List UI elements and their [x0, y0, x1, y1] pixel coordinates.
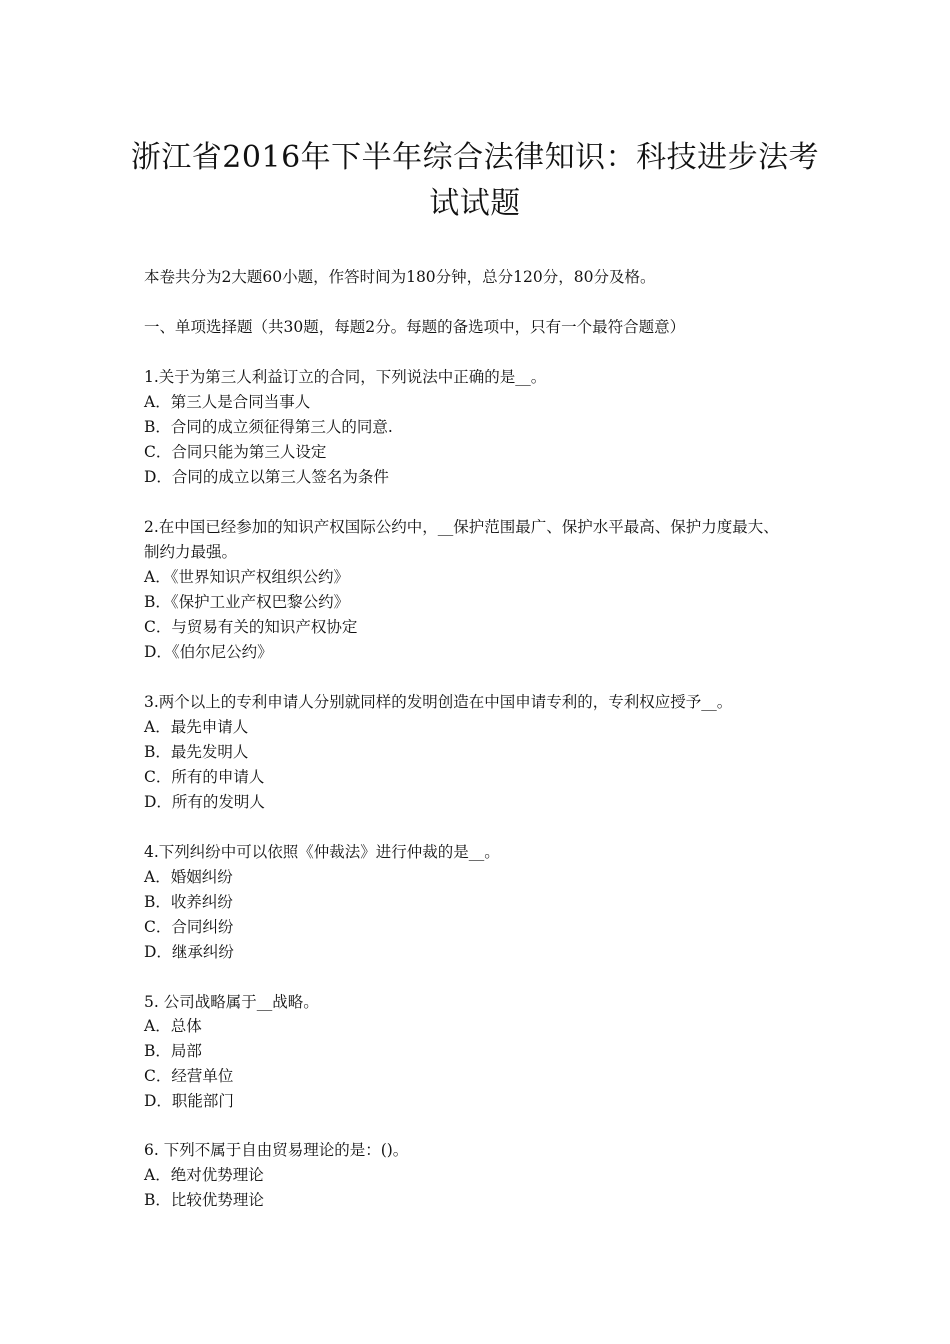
question-2-stem-line1: 2.在中国已经参加的知识产权国际公约中，__保护范围最广、保护水平最高、保护力度最大、 — [144, 518, 779, 536]
document-title-line1: 浙江省2016年下半年综合法律知识：科技进步法考 — [130, 140, 820, 175]
question-6-option-b: B．比较优势理论 — [144, 1191, 264, 1209]
question-2-stem-line2: 制约力最强。 — [144, 543, 238, 561]
question-6-stem: 6. 下列不属于自由贸易理论的是：()。 — [144, 1141, 409, 1159]
question-3-option-d: D．所有的发明人 — [144, 793, 265, 811]
question-1-option-a: A．第三人是合同当事人 — [144, 393, 311, 411]
question-4-option-b: B．收养纠纷 — [144, 893, 233, 911]
question-2-option-a: A．《世界知识产权组织公约》 — [144, 568, 349, 586]
question-1-stem: 1.关于为第三人利益订立的合同，下列说法中正确的是__。 — [144, 368, 547, 386]
question-4-option-c: C．合同纠纷 — [144, 918, 234, 936]
question-5-option-a: A．总体 — [144, 1017, 202, 1035]
question-2-option-c: C．与贸易有关的知识产权协定 — [144, 618, 358, 636]
question-4-option-d: D．继承纠纷 — [144, 943, 234, 961]
question-5-option-c: C．经营单位 — [144, 1067, 234, 1085]
question-5-option-d: D．职能部门 — [144, 1092, 234, 1110]
question-5-stem: 5. 公司战略属于__战略。 — [144, 993, 319, 1011]
section-heading: 一、单项选择题（共30题，每题2分。每题的备选项中，只有一个最符合题意） — [144, 318, 686, 336]
exam-intro: 本卷共分为2大题60小题，作答时间为180分钟，总分120分，80分及格。 — [144, 268, 656, 286]
question-4-stem: 4.下列纠纷中可以依照《仲裁法》进行仲裁的是__。 — [144, 843, 500, 861]
question-1-option-b: B．合同的成立须征得第三人的同意. — [144, 418, 393, 436]
question-3-option-b: B．最先发明人 — [144, 743, 249, 761]
document-title-line2: 试试题 — [429, 186, 521, 221]
question-3-stem: 3.两个以上的专利申请人分别就同样的发明创造在中国申请专利的，专利权应授予__。 — [144, 693, 733, 711]
question-4-option-a: A．婚姻纠纷 — [144, 868, 233, 886]
question-1-option-c: C．合同只能为第三人设定 — [144, 443, 327, 461]
question-5-option-b: B．局部 — [144, 1042, 202, 1060]
question-6-option-a: A．绝对优势理论 — [144, 1166, 264, 1184]
question-1-option-d: D．合同的成立以第三人签名为条件 — [144, 468, 389, 486]
question-2-option-b: B．《保护工业产权巴黎公约》 — [144, 593, 350, 611]
question-3-option-a: A．最先申请人 — [144, 718, 249, 736]
question-2-option-d: D．《伯尔尼公约》 — [144, 643, 273, 661]
question-3-option-c: C．所有的申请人 — [144, 768, 265, 786]
